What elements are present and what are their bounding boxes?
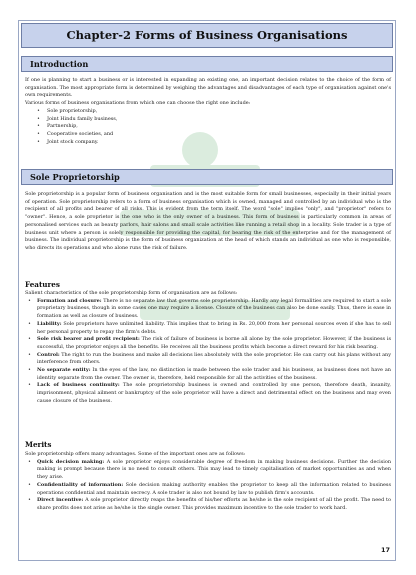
feature-text: Sole proprietors have unlimited liability. This implies that to bring in Rs. 20,000 from her personal sources even if she has to sell her personal property to repay the firm's debts. — [37, 320, 391, 335]
feature-term: Lack of business continuity: — [37, 382, 120, 389]
merits-list — [25, 459, 391, 513]
list-item — [25, 367, 391, 382]
list-item: • Cooperative societies, and — [25, 131, 391, 139]
introduction-paragraph: If one is planning to start a business or is interested in expanding an existing one, an important decision relates to the choice of the form of organisation. The most appropriate form is determined by weighing the advantages and disadvantages of each type of organisation against one's own requirements. — [25, 77, 391, 99]
list-item — [25, 336, 391, 351]
merit-text: A sole proprietor directly reaps the benefits of his/her efforts as he/she is the sole recipient of all the profit. The need to share profits does not arise as he/she is the single owner. This provides maximum incentive to the sole trader to work hard. — [37, 497, 391, 511]
feature-text: The risk of failure of business is borne all alone by the sole proprietor. However, if the business is successful, the proprietor enjoys all the benefits. He receives all the business profits which become a direct reward for his risk bearing. — [37, 336, 391, 350]
list-item: • Partnership, — [25, 123, 391, 131]
sole-proprietorship-paragraph: Sole proprietorship is a popular form of business organisation and is the most suitable form for small businesses, especially in their initial years of operation. Sole proprietorship refers to a form of business organisation which is owned, managed and controlled by an individual who is the recipient of all profits and bearer of all risks. This is evident from the term itself. The word "sole" implies "only", and "proprietor" refers to "owner". Hence, a sole proprietor is the one who is the only owner of a business. This form of business is particularly common in areas of personalised services such as beauty parlors, hair salons and small scale activities like running a retail shop in a locality. Sole trader is a type of business unit where a person is solely responsible for providing the capital, for bearing the risk of the enterprise and for the management of business. The individual proprietorship is the form of business organization at the head of which stands an individual as one who is responsible, who directs its operations and who alone runs the risk of failure. — [25, 191, 391, 251]
merit-term: Confidentiality of information: — [37, 481, 124, 488]
feature-term: Formation and closure: — [37, 297, 102, 304]
feature-term: Sole risk bearer and profit recipient: — [37, 336, 140, 343]
introduction-heading: Introduction — [21, 56, 393, 72]
page-number: 17 — [380, 546, 390, 554]
merit-text: Sole decision making authority enables the proprietor to keep all the information related to business operations confidential and maintain secrecy. A sole trader is also not bound by law to publish firm's accounts. — [37, 481, 392, 496]
feature-term: Liability: — [37, 320, 62, 327]
list-item — [25, 321, 391, 336]
feature-text: The right to run the business and make all decisions lies absolutely with the sole proprietor. He can carry out his plans without any interference from others. — [37, 351, 391, 366]
list-item: • Joint Hindu family business, — [25, 116, 391, 124]
feature-text: In the eyes of the law, no distinction is made between the sole trader and his business, as business does not have an identity separate from the owner. The owner is, therefore, held responsible for all the activities of the business. — [37, 367, 391, 381]
merit-term: Quick decision making: — [37, 458, 105, 465]
feature-text: There is no separate law that governs sole proprietorship. Hardly any legal formalities are required to start a sole proprietary business, though in some cases one may require a license. Closure of the business can also be done easily. Thus, there is ease in formation as well as closure of business. — [37, 297, 391, 320]
feature-term: Control: — [37, 351, 60, 358]
organisation-forms-list — [25, 108, 391, 147]
introduction-lead: Various forms of business organisations from which one can choose the right one include: — [25, 100, 251, 107]
sole-proprietorship-heading: Sole Proprietorship — [21, 169, 393, 185]
features-list — [25, 298, 391, 406]
list-item — [25, 497, 391, 512]
merit-text: A sole proprietor enjoys considerable degree of freedom in making business decisions. Further the decision making is prompt because there is no need to consult others. This may lead to timely capitalisation of market opportunities as and when they arise. — [37, 458, 391, 481]
page-frame — [18, 20, 396, 561]
features-heading: Features — [25, 280, 60, 289]
list-item — [25, 352, 391, 367]
sole-proprietorship-body — [25, 191, 391, 253]
merits-heading: Merits — [25, 440, 52, 449]
merits-lead: Sole proprietorship offers many advantages. Some of the important ones are as follows: — [25, 451, 246, 457]
feature-term: No separate entity: — [37, 367, 91, 374]
feature-text: The sole proprietorship business is owned and controlled by one person, therefore death, insanity, imprisonment, physical ailment or bankruptcy of the sole proprietor will have a direct and detrimental effect on the business and may even cause closure of the business. — [37, 382, 391, 404]
list-item — [25, 298, 391, 321]
features-body — [25, 290, 391, 406]
introduction-body — [25, 77, 391, 146]
list-item: • Joint stock company. — [25, 139, 391, 147]
merit-term: Direct incentive: — [37, 497, 84, 504]
features-lead: Salient characteristics of the sole proprietorship form of organisation are as follows: — [25, 290, 238, 296]
list-item — [25, 482, 391, 497]
merits-body — [25, 451, 391, 513]
list-item — [25, 382, 391, 405]
list-item: • Sole proprietorship, — [25, 108, 391, 116]
list-item — [25, 459, 391, 482]
chapter-title: Chapter-2 Forms of Business Organisations — [21, 23, 393, 48]
